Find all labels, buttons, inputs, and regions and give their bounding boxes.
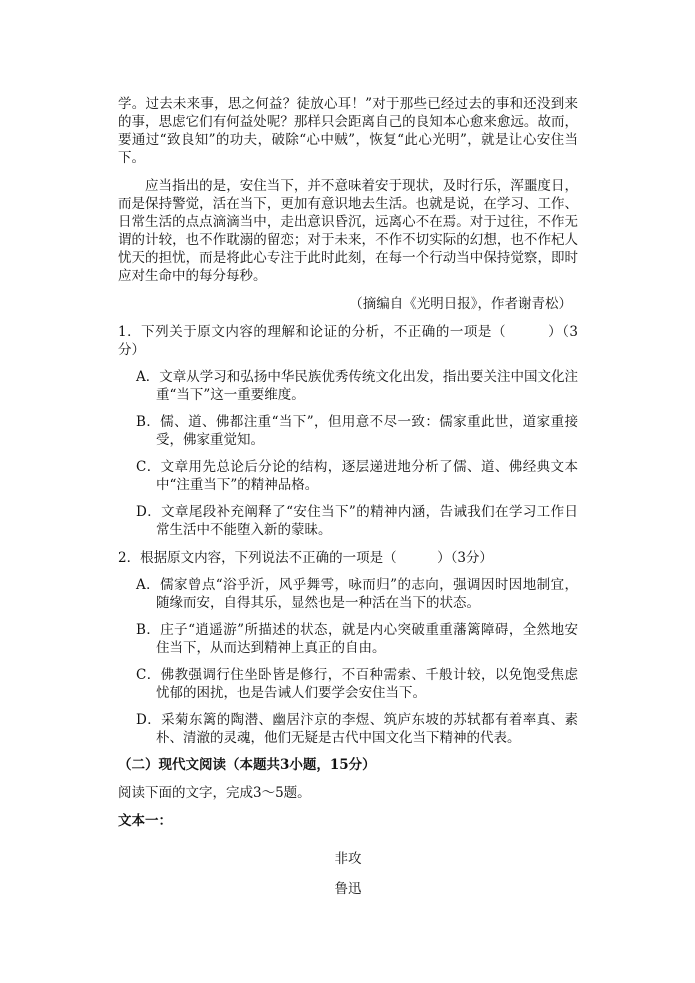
option-d: D．采菊东篱的陶潜、幽居汴京的李煜、筑庐东坡的苏轼都有着率真、素朴、清澈的灵魂，他们无疑是古代中国文化当下精神的代表。	[136, 712, 578, 746]
text-label: 文本一：	[118, 813, 172, 829]
text-author: 鲁迅	[334, 881, 362, 897]
option-d: D．文章尾段补充阐释了“安住当下”的精神内涵，告诫我们在学习工作日常生活中不能堕入新的蒙昧。	[136, 504, 578, 538]
text-title: 非攻	[334, 851, 362, 867]
reading-instruction: 阅读下面的文字，完成3～5题。	[118, 785, 311, 801]
page-content	[118, 95, 578, 898]
question-1	[118, 323, 578, 539]
passage-paragraph-1: 学。过去未来事，思之何益？徒放心耳！”对于那些已经过去的事和还没到来的事，思虑它们有何益处呢？那样只会距离自己的良知本心愈来愈远。故而，要通过“致良知”的功夫，破除“心中贼”，恢复“此心光明”，就是让心安住当下。	[118, 96, 578, 166]
option-a: A．文章从学习和弘扬中华民族优秀传统文化出发，指出要关注中国文化注重“当下”这一重要维度。	[136, 369, 578, 403]
option-b: B．庄子“逍遥游”所描述的状态，就是内心突破重重藩篱障碍，全然地安住当下，从而达到精神上真正的自由。	[136, 622, 578, 656]
question-stem: 1．下列关于原文内容的理解和论证的分析，不正确的一项是（ ）（3分）	[118, 324, 578, 358]
option-b: B．儒、道、佛都注重“当下”，但用意不尽一致：儒家重此世，道家重接受，佛家重觉知。	[136, 414, 578, 448]
question-2	[118, 549, 578, 747]
passage-paragraph-2: 应当指出的是，安住当下，并不意味着安于现状，及时行乐，浑噩度日，而是保持警觉，活在当下，更加有意识地去生活。也就是说，在学习、工作、日常生活的点点滴滴当中，走出意识昏沉，远离心不在焉。对于过往，不作无谓的计较，也不作耽溺的留恋；对于未来，不作不切实际的幻想，也不作杞人忧天的担忧，而是将此心专注于此时此刻，在每一个行动当中保持觉察，即时应对生命中的每分每秒。	[118, 178, 578, 284]
passage-source: （摘编自《光明日报》，作者谢青松）	[349, 296, 572, 312]
option-c: C．文章用先总论后分论的结构，逐层递进地分析了儒、道、佛经典文本中“注重当下”的精神品格。	[136, 459, 578, 493]
question-stem: 2．根据原文内容，下列说法不正确的一项是（ ）（3分）	[118, 550, 493, 566]
option-a: A．儒家曾点“浴乎沂，风乎舞雩，咏而归”的志向，强调因时因地制宜，随缘而安，自得其乐，显然也是一种活在当下的状态。	[136, 577, 578, 611]
option-c: C．佛教强调行住坐卧皆是修行，不百种需索、千般计较，以免饱受焦虑忧郁的困扰，也是告诫人们要学会安住当下。	[136, 667, 578, 701]
section-heading: （二）现代文阅读（本题共3小题，15分）	[118, 757, 376, 773]
